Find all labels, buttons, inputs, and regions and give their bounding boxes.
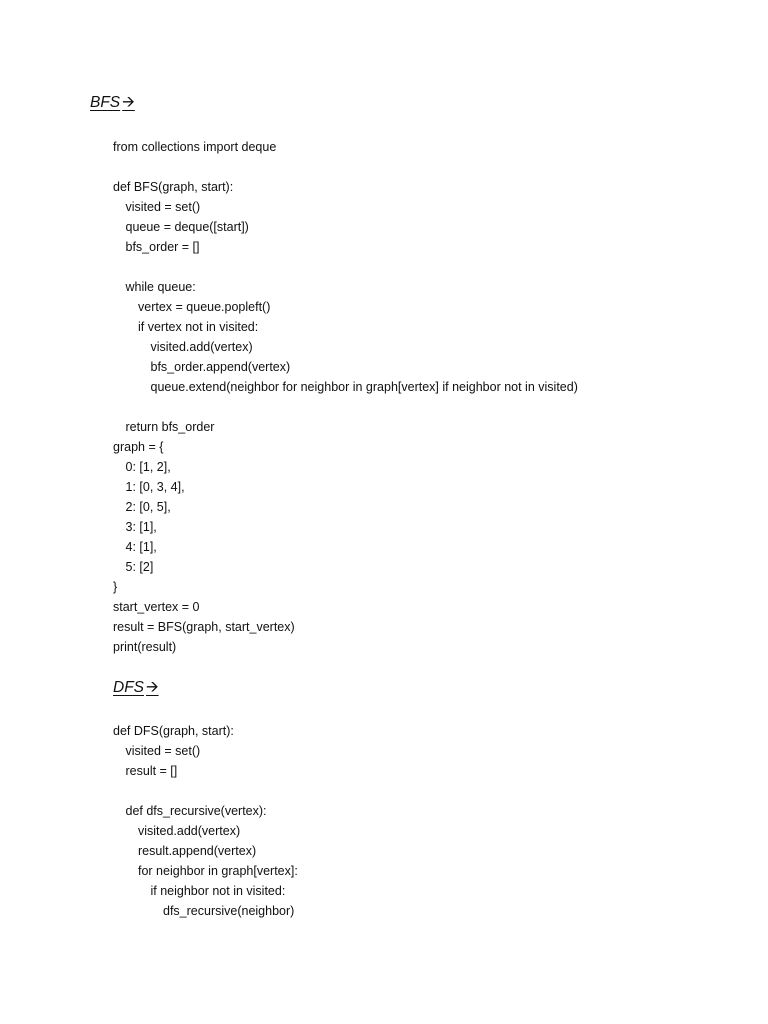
code-line: start_vertex = 0 [113, 600, 200, 614]
bfs-code-block [113, 137, 578, 657]
code-line: 2: [0, 5], [125, 500, 171, 514]
code-line: 4: [1], [125, 540, 157, 554]
code-line: from collections import deque [113, 140, 277, 154]
code-line: queue = deque([start]) [125, 220, 249, 234]
bfs-heading [90, 93, 135, 113]
code-line: print(result) [113, 640, 177, 654]
bfs-heading-text: BFS [90, 94, 121, 111]
code-line: def dfs_recursive(vertex): [125, 804, 267, 818]
code-line: 5: [2] [125, 560, 154, 574]
code-line: } [113, 580, 118, 594]
code-line: dfs_recursive(neighbor) [163, 904, 295, 918]
code-line [113, 257, 578, 277]
code-line [113, 157, 578, 177]
code-line: visited.add(vertex) [138, 824, 241, 838]
code-line: bfs_order = [] [125, 240, 200, 254]
code-line: graph = { [113, 440, 164, 454]
code-line: 0: [1, 2], [125, 460, 171, 474]
code-line: result = BFS(graph, start_vertex) [113, 620, 295, 634]
code-line: result = [] [125, 764, 178, 778]
code-line: queue.extend(neighbor for neighbor in graph[vertex] if neighbor not in visited) [150, 380, 578, 394]
code-line: while queue: [125, 280, 196, 294]
code-line: visited.add(vertex) [150, 340, 253, 354]
code-line: if neighbor not in visited: [150, 884, 286, 898]
dfs-heading-text: DFS [113, 679, 144, 696]
code-line: for neighbor in graph[vertex]: [138, 864, 298, 878]
code-line: vertex = queue.popleft() [138, 300, 271, 314]
code-line: def BFS(graph, start): [113, 180, 234, 194]
dfs-heading [113, 678, 159, 698]
code-line: def DFS(graph, start): [113, 724, 234, 738]
code-line: 1: [0, 3, 4], [125, 480, 185, 494]
right-arrow-icon: 🡪 [122, 94, 135, 111]
code-line: 3: [1], [125, 520, 157, 534]
code-line [113, 397, 578, 417]
code-line [113, 781, 298, 801]
code-line: result.append(vertex) [138, 844, 257, 858]
code-line: return bfs_order [125, 420, 215, 434]
code-line: visited = set() [125, 200, 201, 214]
code-line: if vertex not in visited: [138, 320, 259, 334]
dfs-code-block [113, 721, 298, 921]
code-line: visited = set() [125, 744, 201, 758]
right-arrow-icon: 🡪 [146, 679, 159, 696]
code-line: bfs_order.append(vertex) [150, 360, 291, 374]
